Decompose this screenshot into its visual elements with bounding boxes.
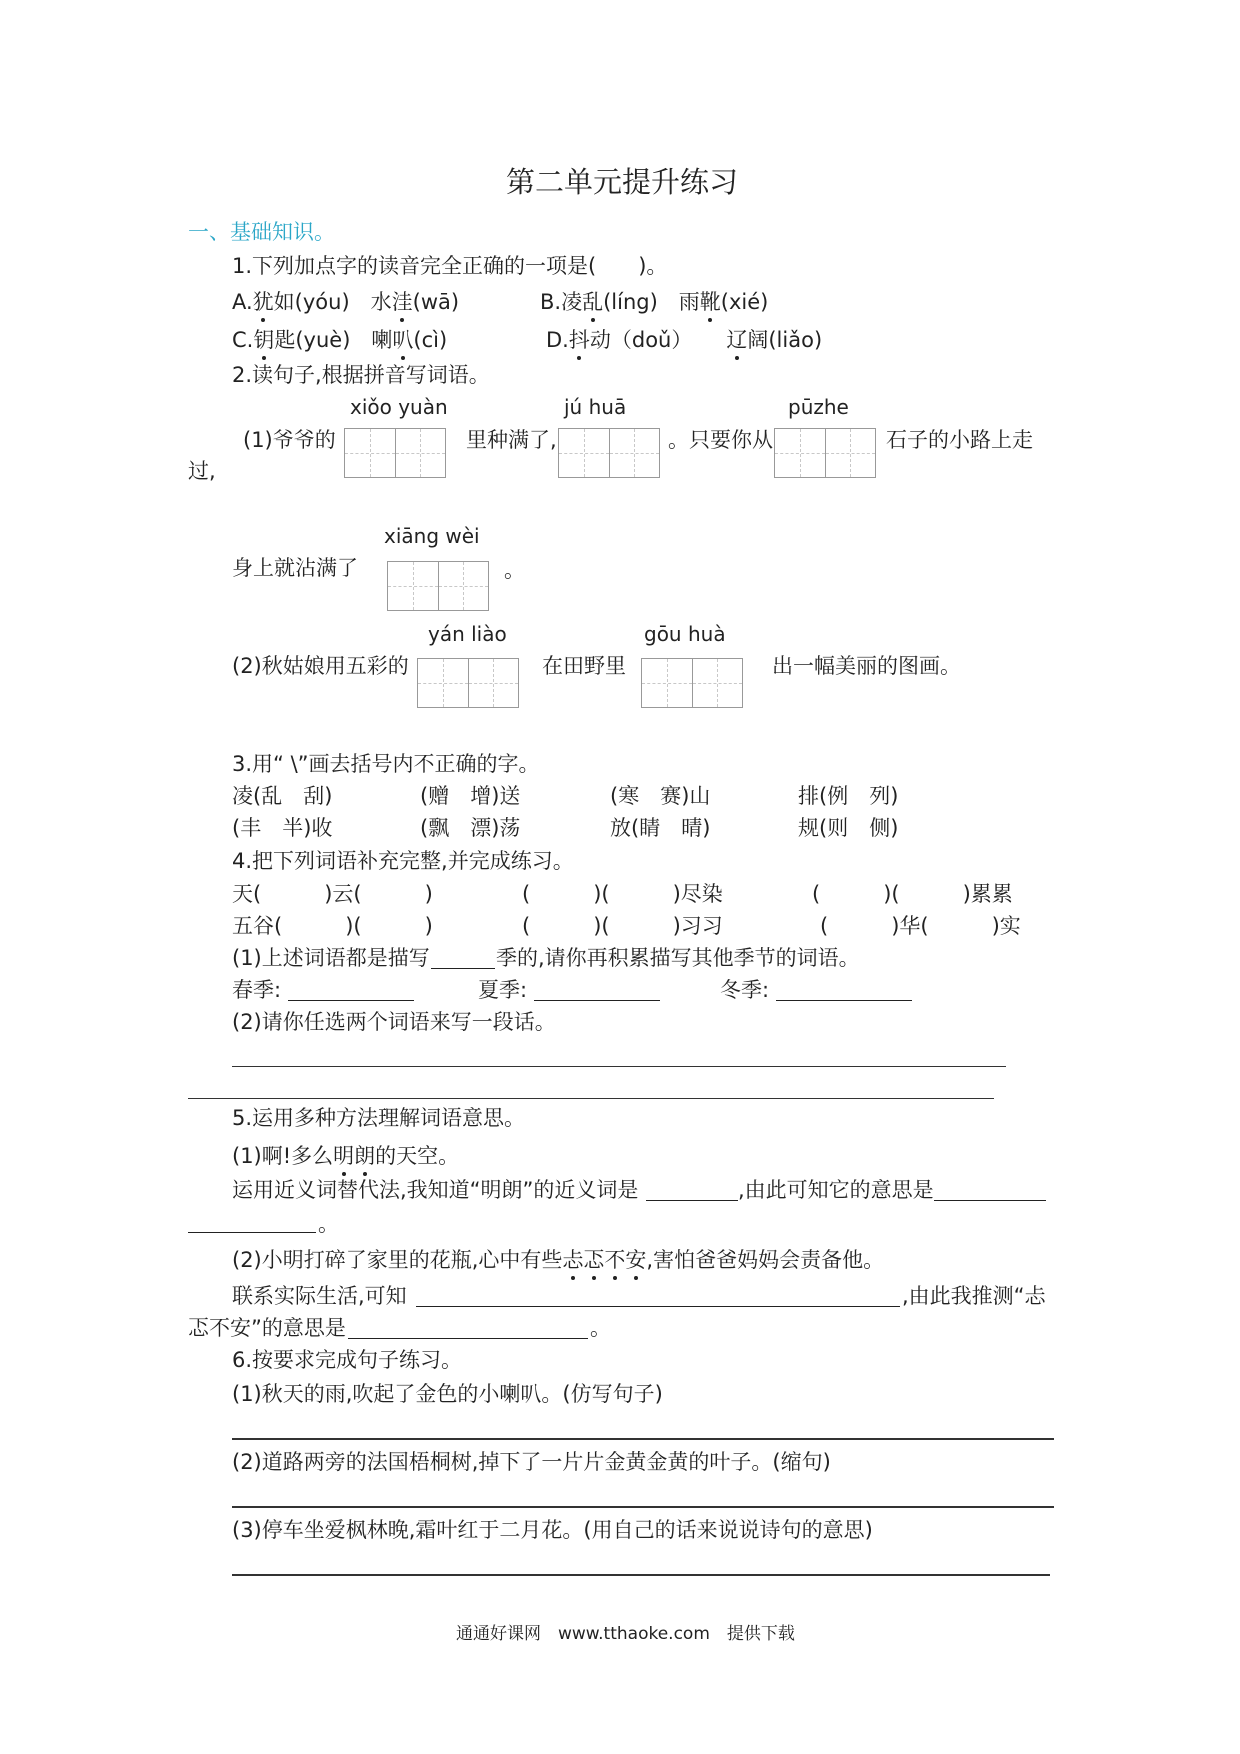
- answer-box-3[interactable]: [774, 428, 876, 478]
- pinyin-5: yán liào: [428, 622, 507, 646]
- q2-s1-part-e: 过,: [188, 459, 216, 483]
- q4-idiom: ( )( )习习: [522, 914, 723, 938]
- answer-line-3[interactable]: [232, 1574, 1050, 1576]
- q6-p2: (2)道路两旁的法国梧桐树,掉下了一片片金黄金黄的叶子。(缩句): [232, 1450, 831, 1474]
- q4-p2: (2)请你任选两个词语来写一段话。: [232, 1010, 556, 1034]
- q4-idiom: 五谷( )( ): [232, 914, 433, 938]
- q2-s2-part-c: 出一幅美丽的图画。: [772, 654, 961, 678]
- q2-stem: 2.读句子,根据拼音写词语。: [232, 363, 490, 387]
- q6-stem: 6.按要求完成句子练习。: [232, 1348, 463, 1372]
- pinyin-3: pūzhe: [788, 395, 849, 419]
- answer-box-4[interactable]: [387, 561, 489, 611]
- q6-p3: (3)停车坐爱枫林晚,霜叶红于二月花。(用自己的话来说说诗句的意思): [232, 1518, 873, 1542]
- summer-label: 夏季:: [478, 978, 528, 1002]
- writing-line-2[interactable]: [188, 1098, 994, 1099]
- q3-item: (丰 半)收: [232, 816, 333, 840]
- q2-s1-part-g: 。: [504, 558, 525, 582]
- q4-idiom: ( )( )累累: [812, 882, 1013, 906]
- q1-option-b: B.凌乱(líng) 雨靴(xié): [540, 290, 769, 314]
- q5-p1-line: 运用近义词替代法,我知道“明朗”的近义词是: [232, 1178, 639, 1202]
- spring-blank[interactable]: [288, 1000, 414, 1001]
- pinyin-6: gōu huà: [644, 622, 726, 646]
- q5-stem: 5.运用多种方法理解词语意思。: [232, 1106, 526, 1130]
- q5-p2-end: 。: [590, 1316, 611, 1340]
- q4-p1-b: 季的,请你再积累描写其他季节的词语。: [496, 946, 860, 970]
- q1-option-a: A.犹如(yóu) 水洼(wā): [232, 290, 460, 314]
- meaning-blank-2[interactable]: [348, 1338, 588, 1339]
- answer-line-1[interactable]: [232, 1438, 1054, 1440]
- q4-p1-a: (1)上述词语都是描写: [232, 946, 430, 970]
- q2-s1-part-f: 身上就沾满了: [232, 556, 358, 580]
- winter-label: 冬季:: [720, 978, 770, 1002]
- answer-box-5[interactable]: [417, 658, 519, 708]
- pinyin-1: xiǒo yuàn: [350, 395, 448, 419]
- q6-p1: (1)秋天的雨,吹起了金色的小喇叭。(仿写句子): [232, 1382, 663, 1406]
- writing-line-1[interactable]: [232, 1066, 1006, 1067]
- q4-idiom: ( )华( )实: [820, 914, 1021, 938]
- answer-box-1[interactable]: [344, 428, 446, 478]
- q2-s2-part-a: (2)秋姑娘用五彩的: [232, 654, 409, 678]
- q1-option-c: C.钥匙(yuè) 喇叭(cì): [232, 328, 448, 352]
- q5-p2: (2)小明打碎了家里的花瓶,心中有些忐忑不安,害怕爸爸妈妈会责备他。: [232, 1248, 885, 1272]
- q5-p2-cont: 忑不安”的意思是: [188, 1316, 346, 1340]
- q2-s1-part-a: (1)爷爷的: [243, 428, 336, 452]
- meaning-blank-1-cont[interactable]: [188, 1232, 316, 1233]
- q1-option-d: D.抖动（doǔ） 辽阔(liǎo): [546, 328, 823, 352]
- spring-label: 春季:: [232, 978, 282, 1002]
- winter-blank[interactable]: [776, 1000, 912, 1001]
- q3-item: 放(睛 晴): [610, 816, 711, 840]
- season-blank[interactable]: [431, 968, 495, 969]
- section-heading: 一、基础知识。: [188, 220, 335, 244]
- answer-box-6[interactable]: [641, 658, 743, 708]
- q5-p1-end: 。: [318, 1212, 339, 1236]
- context-blank[interactable]: [416, 1306, 900, 1307]
- q3-item: (赠 增)送: [420, 784, 521, 808]
- q5-p2-line: 联系实际生活,可知: [232, 1284, 407, 1308]
- meaning-blank-1[interactable]: [934, 1200, 1046, 1201]
- answer-box-2[interactable]: [558, 428, 660, 478]
- q4-idiom: 天( )云( ): [232, 882, 433, 906]
- q3-item: 排(例 列): [798, 784, 899, 808]
- q2-s1-part-b: 里种满了,: [466, 428, 557, 452]
- page-title: 第二单元提升练习: [506, 165, 739, 199]
- q3-item: 凌(乱 刮): [232, 784, 333, 808]
- footer-source: 通通好课网 www.tthaoke.com 提供下载: [456, 1624, 795, 1644]
- q5-p1-line-b: ,由此可知它的意思是: [738, 1178, 934, 1202]
- q5-p2-line-b: ,由此我推测“忐: [902, 1284, 1046, 1308]
- answer-line-2[interactable]: [232, 1506, 1054, 1508]
- q3-stem: 3.用“ \”画去括号内不正确的字。: [232, 752, 540, 776]
- q2-s1-part-c: 。只要你从: [668, 428, 773, 452]
- q3-item: 规(则 侧): [798, 816, 899, 840]
- q3-item: (寒 赛)山: [610, 784, 711, 808]
- q3-item: (飘 漂)荡: [420, 816, 521, 840]
- q4-idiom: ( )( )尽染: [522, 882, 723, 906]
- synonym-blank[interactable]: [646, 1200, 738, 1201]
- q1-stem: 1.下列加点字的读音完全正确的一项是( )。: [232, 254, 668, 278]
- q4-stem: 4.把下列词语补充完整,并完成练习。: [232, 849, 574, 873]
- q2-s2-part-b: 在田野里: [542, 654, 626, 678]
- q2-s1-part-d: 石子的小路上走: [886, 428, 1033, 452]
- pinyin-2: jú huā: [564, 395, 627, 419]
- pinyin-4: xiāng wèi: [384, 524, 480, 548]
- summer-blank[interactable]: [534, 1000, 660, 1001]
- q5-p1: (1)啊!多么明朗的天空。: [232, 1144, 460, 1168]
